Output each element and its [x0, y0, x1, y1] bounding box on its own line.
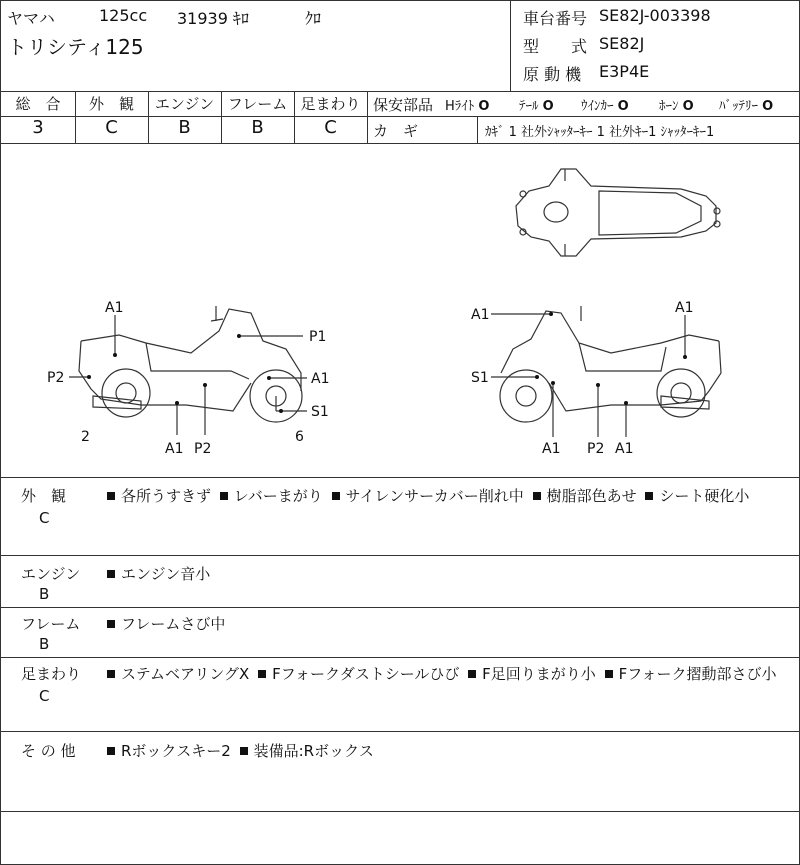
diagram-label-left-a1-bottom: A1	[165, 441, 184, 457]
diagram-label-right-a1-fork: A1	[542, 441, 561, 457]
diagram-label-left-2: 2	[81, 429, 90, 445]
remark-suspension-grade: C	[39, 687, 50, 705]
grade-header-engine: エンジン	[154, 95, 215, 113]
remark-frame-grade: B	[39, 635, 50, 653]
displacement: 125cc	[99, 6, 148, 25]
keys-label: カ ギ	[373, 122, 419, 140]
diagram-label-right-a1-bottom: A1	[615, 441, 634, 457]
diagram-label-left-p1: P1	[309, 329, 327, 345]
grade-engine: B	[178, 117, 191, 138]
safety-item-battery: ﾊﾞｯﾃﾘｰ O	[719, 99, 774, 114]
remark-suspension-label: 足まわり	[21, 665, 82, 683]
diagram-label-right-p2: P2	[587, 441, 605, 457]
grade-header-overall: 総 合	[15, 95, 61, 113]
remark-other-items: Rボックスキー2 装備品:Rボックス	[107, 740, 374, 761]
diagram-label-right-a1-screen: A1	[471, 307, 490, 323]
safety-item-winker: ｳｲﾝｶｰ O	[581, 99, 629, 114]
maker: ヤマハ	[7, 9, 55, 28]
scooter-left-view-icon	[79, 306, 302, 422]
scooter-diagram	[1, 144, 800, 477]
grade-frame: B	[251, 117, 264, 138]
diagram-label-left-s1: S1	[311, 404, 329, 420]
diagram-label-left-6: 6	[295, 429, 304, 445]
remark-other-label: そ の 他	[21, 742, 76, 760]
diagram-label-left-p2-bottom: P2	[194, 441, 212, 457]
frame-number-label: 車台番号	[523, 9, 588, 28]
grade-header-frame: フレーム	[227, 95, 288, 113]
diagram-label-right-s1: S1	[471, 370, 489, 386]
safety-item-headlight: Hﾗｲﾄ O	[445, 99, 490, 114]
frame-number: SE82J-003398	[599, 6, 711, 25]
diagram-label-left-a1-top: A1	[105, 300, 124, 316]
scooter-right-view-icon	[500, 306, 721, 422]
mileage: 31939 ｷﾛ	[177, 9, 249, 28]
remark-engine-grade: B	[39, 585, 50, 603]
grade-header-suspension: 足まわり	[300, 95, 361, 113]
keys-value: ｶｷﾞ 1 社外ｼｬｯﾀｰｷｰ 1 社外ｷｰ1 ｼｬｯﾀｰｷｰ1	[485, 125, 715, 140]
grade-exterior: C	[105, 117, 118, 138]
engine-value: E3P4E	[599, 62, 650, 81]
diagram-label-left-a1-fork: A1	[311, 371, 330, 387]
remark-engine-items: エンジン音小	[107, 563, 210, 584]
remark-exterior-label: 外 観	[21, 487, 67, 505]
safety-item-taillight: ﾃｰﾙ O	[519, 99, 554, 114]
diagram-label-right-a1-top: A1	[675, 300, 694, 316]
type-label: 型 式	[523, 37, 588, 56]
remark-exterior-items: 各所うすきず レバーまがり サイレンサーカバー削れ中 樹脂部色あせ シート硬化小	[107, 485, 749, 506]
grade-header-exterior: 外 観	[88, 95, 134, 113]
remark-frame-items: フレームさび中	[107, 613, 225, 634]
remark-suspension-items: ステムベアリングX Fフォークダストシールひび F足回りまがり小 Fフォーク摺動部さび小	[107, 663, 776, 684]
color: ｸﾛ	[305, 9, 322, 28]
engine-label: 原 動 機	[523, 65, 582, 84]
remark-engine-label: エンジン	[21, 565, 81, 583]
safety-label: 保安部品	[373, 96, 434, 114]
type-value: SE82J	[599, 34, 645, 53]
remark-exterior-grade: C	[39, 509, 50, 527]
safety-item-horn: ﾎｰﾝ O	[659, 99, 694, 114]
diagram-label-left-p2-side: P2	[47, 370, 65, 386]
remark-frame-label: フレーム	[21, 615, 81, 633]
grade-suspension: C	[324, 117, 337, 138]
model-name: トリシティ125	[7, 35, 144, 59]
scooter-top-view-icon	[516, 169, 720, 256]
grade-overall: 3	[32, 117, 44, 138]
